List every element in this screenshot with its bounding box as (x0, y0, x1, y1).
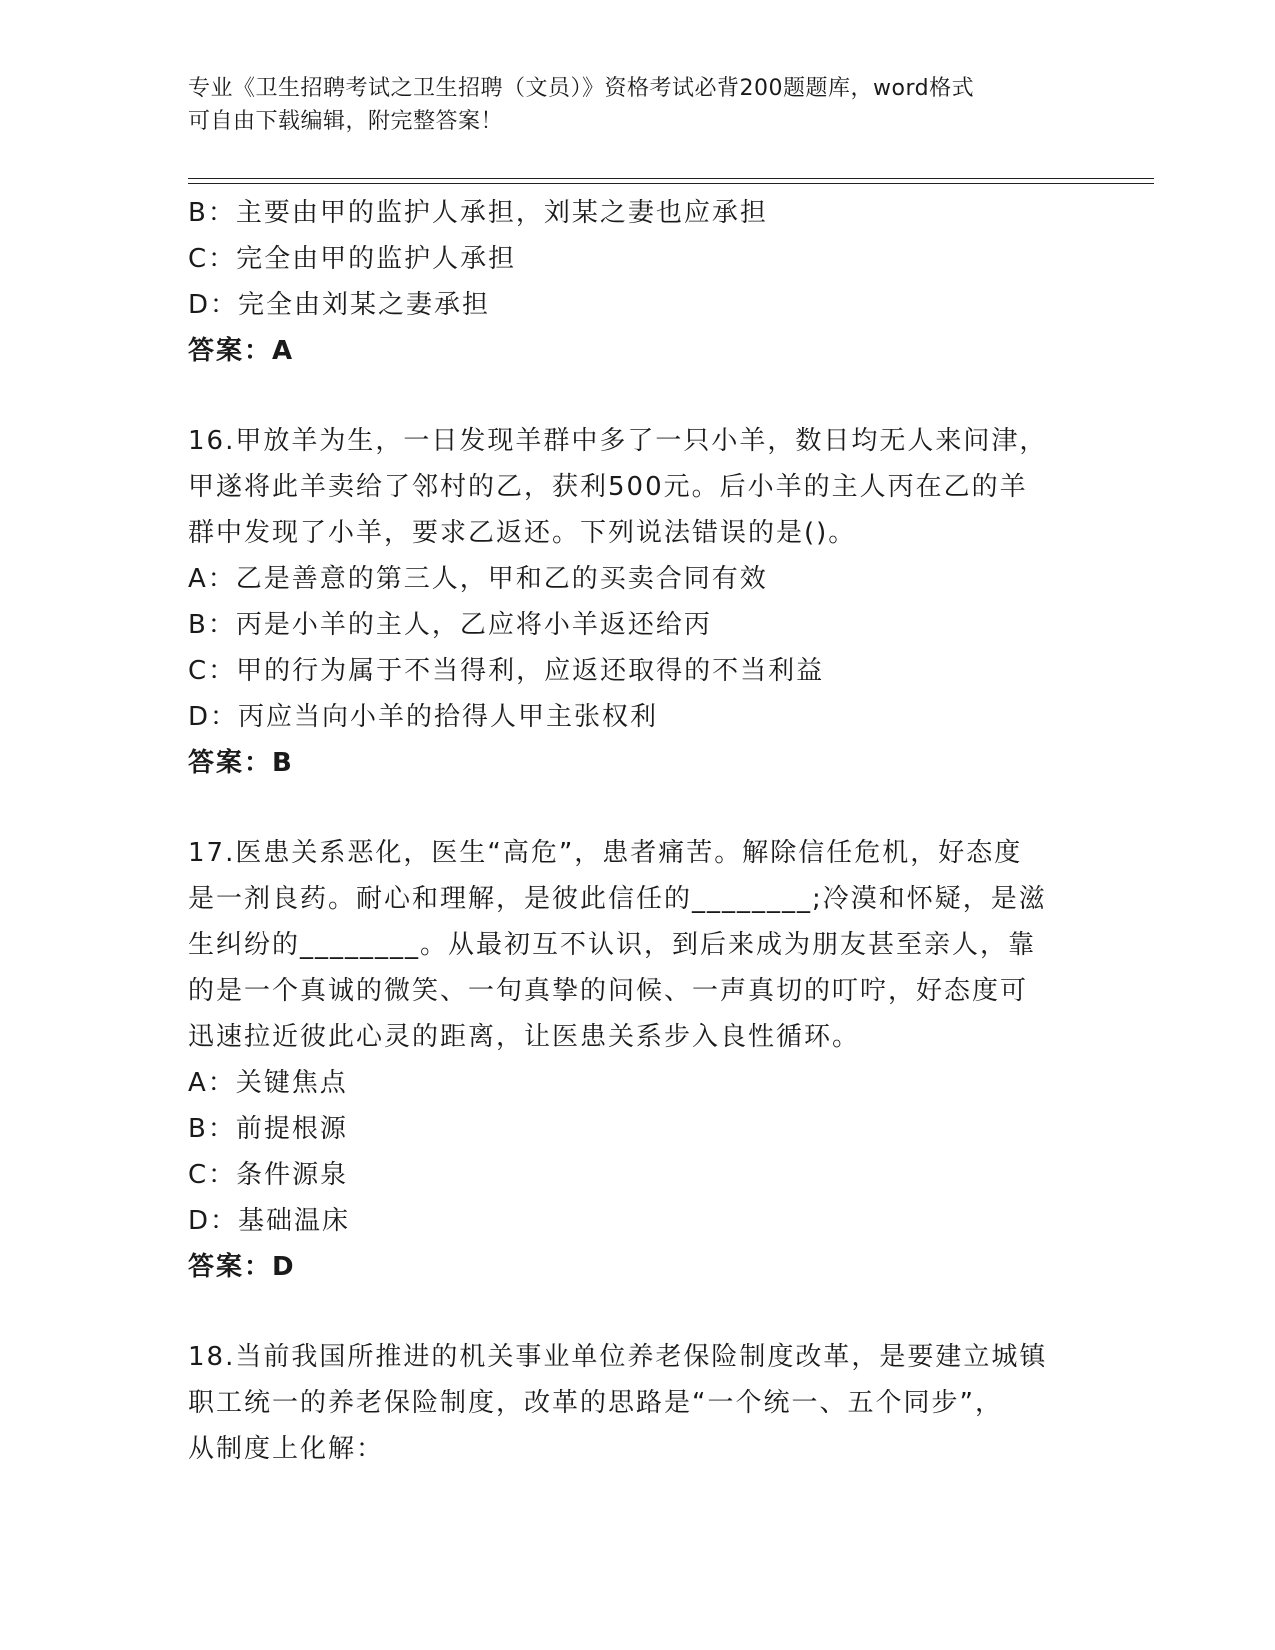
document-header (188, 72, 1088, 138)
option-a: A：乙是善意的第三人，甲和乙的买卖合同有效 (188, 564, 768, 594)
option-c: C：甲的行为属于不当得利，应返还取得的不当利益 (188, 656, 825, 686)
option-c: C：完全由甲的监护人承担 (188, 244, 517, 274)
answer-line: 答案：B (188, 748, 294, 778)
question-17 (188, 830, 1088, 1290)
option-d: D：完全由刘某之妻承担 (188, 290, 491, 320)
header-divider-bottom (188, 183, 1154, 184)
option-b: B：丙是小羊的主人，乙应将小羊返还给丙 (188, 610, 712, 640)
question-stem-line: 18.当前我国所推进的机关事业单位养老保险制度改革，是要建立城镇 (188, 1342, 1048, 1372)
option-c: C：条件源泉 (188, 1160, 349, 1190)
document-body (188, 190, 1088, 1472)
question-18 (188, 1334, 1088, 1472)
question-stem-line: 职工统一的养老保险制度，改革的思路是“一个统一、五个同步”， (188, 1388, 1003, 1418)
question-15-remainder (188, 190, 1088, 374)
question-spacer (188, 786, 1088, 830)
question-stem-line: 16.甲放羊为生，一日发现羊群中多了一只小羊，数日均无人来问津， (188, 426, 1048, 456)
question-stem-line: 甲遂将此羊卖给了邻村的乙，获利500元。后小羊的主人丙在乙的羊 (188, 472, 1028, 502)
header-divider-top (188, 178, 1154, 179)
question-stem-line: 是一剂良药。耐心和理解，是彼此信任的________;冷漠和怀疑，是滋 (188, 884, 1047, 914)
question-16 (188, 418, 1088, 786)
option-b: B：前提根源 (188, 1114, 348, 1144)
question-spacer (188, 374, 1088, 418)
question-spacer (188, 1290, 1088, 1334)
header-title-line-2: 可自由下载编辑，附完整答案！ (188, 109, 504, 134)
question-stem-line: 迅速拉近彼此心灵的距离，让医患关系步入良性循环。 (188, 1022, 861, 1052)
question-stem-line: 的是一个真诚的微笑、一句真挚的问候、一声真切的叮咛，好态度可 (188, 976, 1029, 1006)
option-d: D：丙应当向小羊的拾得人甲主张权利 (188, 702, 659, 732)
option-b: B：主要由甲的监护人承担，刘某之妻也应承担 (188, 198, 768, 228)
question-stem-line: 群中发现了小羊，要求乙返还。下列说法错误的是()。 (188, 518, 857, 548)
header-title-line-1: 专业《卫生招聘考试之卫生招聘（文员）》资格考试必背200题题库，word格式 (188, 76, 975, 101)
question-stem-line: 17.医患关系恶化，医生“高危”，患者痛苦。解除信任危机，好态度 (188, 838, 1023, 868)
option-a: A：关键焦点 (188, 1068, 348, 1098)
answer-line: 答案：D (188, 1252, 296, 1282)
question-stem-line: 生纠纷的________。从最初互不认识，到后来成为朋友甚至亲人，靠 (188, 930, 1037, 960)
option-d: D：基础温床 (188, 1206, 351, 1236)
question-stem-line: 从制度上化解： (188, 1434, 385, 1464)
answer-line: 答案：A (188, 336, 295, 366)
